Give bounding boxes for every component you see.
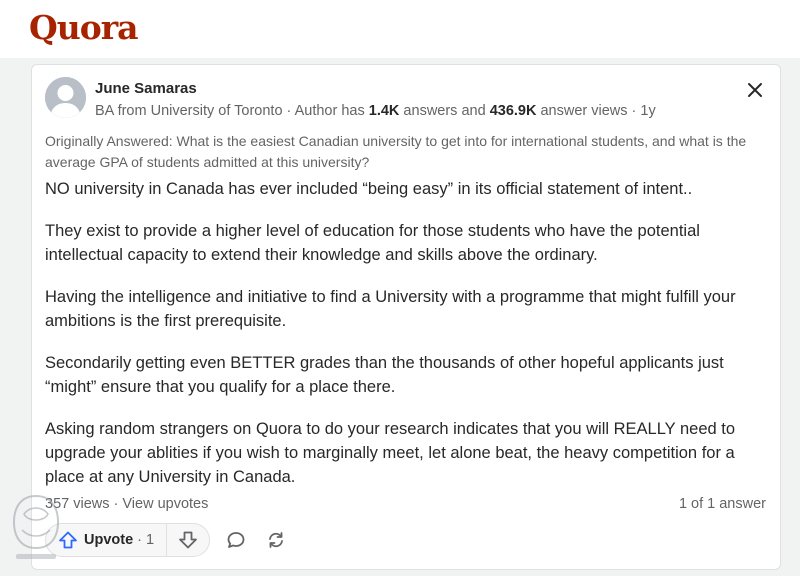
answer-pager: 1 of 1 answer	[678, 496, 766, 512]
reshare-icon	[266, 530, 286, 550]
answer-card	[31, 64, 781, 570]
answer-paragraph: Asking random strangers on Quora to do your research indicates that you will REALLY need to upgrade your ablities if you wish to marginally meet, let alone beat, the heavy competition for a place at any University in Canada.	[45, 420, 736, 486]
stats-separator: ·	[109, 496, 123, 512]
age-separator: ·	[627, 103, 641, 119]
upvote-label: Upvote	[84, 532, 134, 548]
author-name[interactable]: June Samaras	[95, 80, 197, 97]
originally-answered-question[interactable]: Originally Answered: What is the easiest Canadian university to get into for international students, and what is the average GPA of students admitted at this university?	[45, 133, 747, 170]
close-button[interactable]	[742, 77, 768, 103]
answer-age[interactable]: 1y	[640, 103, 656, 119]
answer-paragraph: Secondarily getting even BETTER grades than the thousands of other hopeful applicants just “might” ensure that you qualify for a place there.	[45, 354, 724, 396]
views-count-text: 357 views	[45, 496, 110, 512]
answer-stats	[45, 496, 208, 512]
credential-separator: · Author has	[282, 103, 369, 119]
downvote-button[interactable]	[167, 524, 209, 556]
views-label: answer views	[536, 103, 628, 119]
upvote-count-value: 1	[146, 532, 155, 548]
action-bar	[45, 523, 294, 557]
credential-text[interactable]: BA from University of Toronto	[95, 103, 283, 119]
answers-count: 1.4K	[368, 103, 400, 119]
quora-logo[interactable]: Quora	[29, 8, 138, 47]
answer-body	[45, 177, 775, 507]
upvote-count	[137, 532, 154, 548]
answer-paragraph: NO university in Canada has ever included “being easy” in its official statement of intent..	[45, 180, 693, 198]
comment-bubble-icon	[226, 530, 246, 550]
default-avatar-icon[interactable]	[45, 77, 86, 118]
watermark-logo-icon	[10, 492, 62, 570]
comment-button[interactable]	[218, 523, 254, 557]
downvote-arrow-icon	[178, 530, 198, 550]
upvote-separator: ·	[137, 532, 147, 548]
close-icon	[747, 82, 763, 98]
vote-group	[45, 523, 210, 557]
views-count: 436.9K	[489, 103, 537, 119]
reshare-button[interactable]	[258, 523, 294, 557]
answer-paragraph: Having the intelligence and initiative to find a University with a programme that might fulfill your ambitions is the first prerequisite.	[45, 288, 736, 330]
answers-label: answers and	[399, 103, 490, 119]
upvote-button[interactable]	[46, 524, 167, 556]
view-upvotes-link[interactable]: View upvotes	[122, 496, 209, 512]
author-credentials	[95, 103, 656, 119]
top-bar	[0, 0, 800, 58]
answer-paragraph: They exist to provide a higher level of education for those students who have the potential intellectual capacity to extend their knowledge and skills above the ordinary.	[45, 222, 700, 264]
